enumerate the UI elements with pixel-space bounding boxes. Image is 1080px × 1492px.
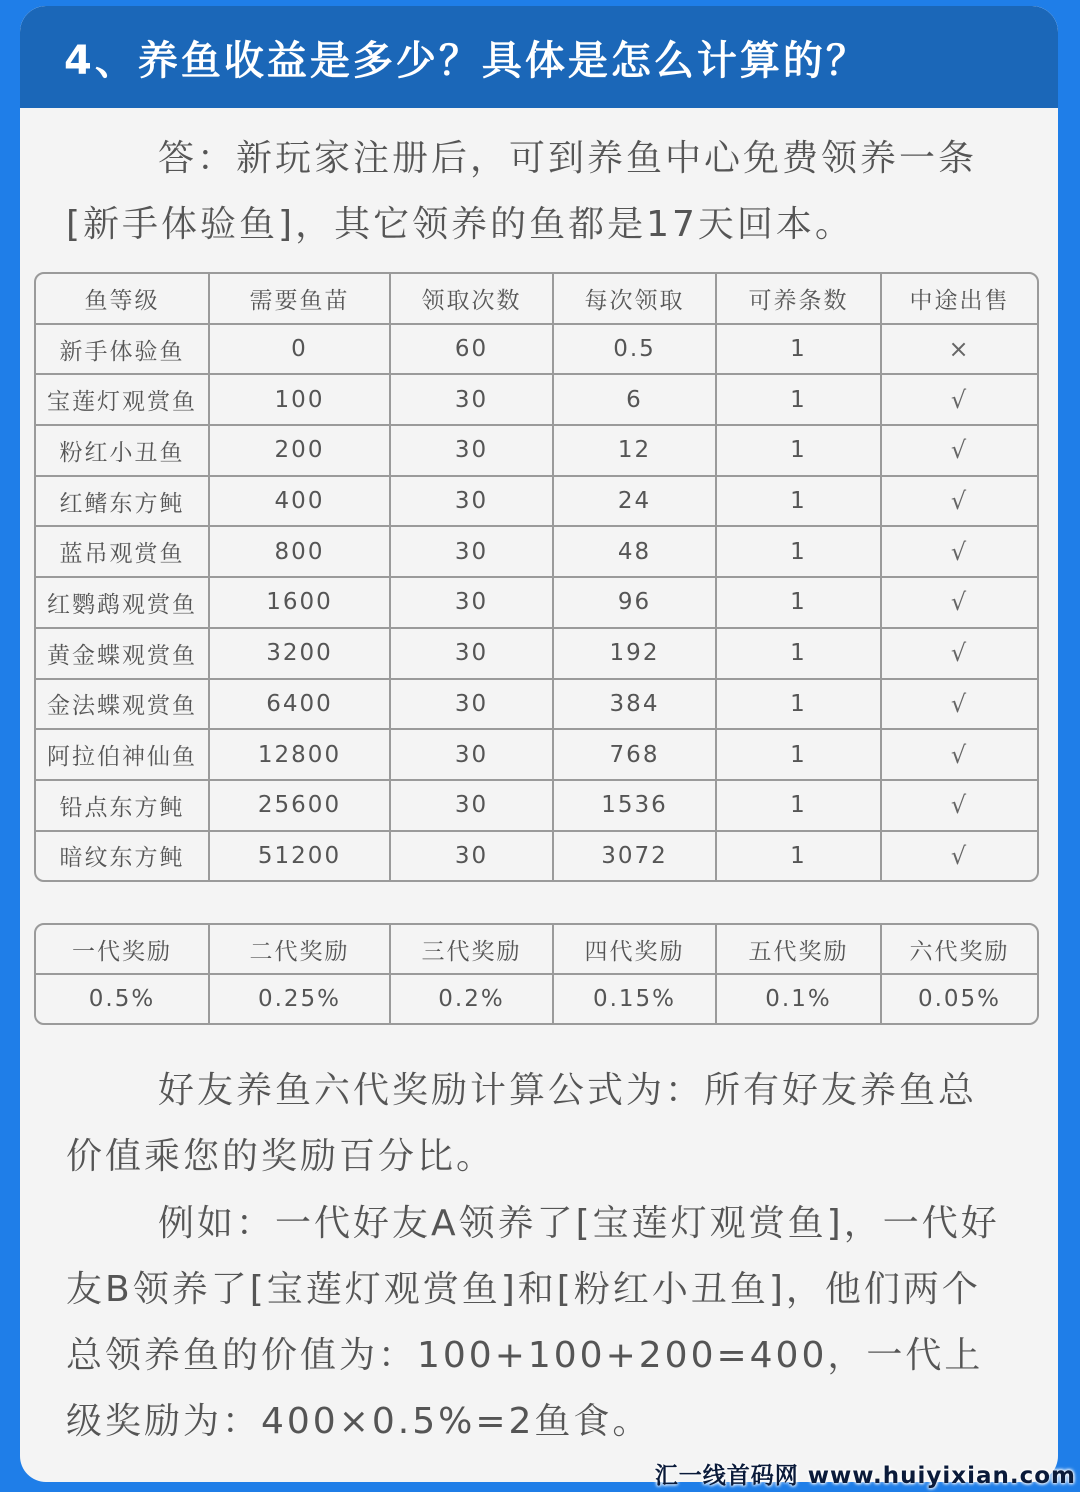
table-cell: 30 bbox=[391, 426, 554, 477]
table-cell: 30 bbox=[391, 832, 554, 881]
table-cell: 1 bbox=[717, 477, 882, 528]
table-cell: 800 bbox=[210, 527, 391, 578]
intro-paragraph: 答：新玩家注册后，可到养鱼中心免费领养一条[新手体验鱼]，其它领养的鱼都是17天回本。 bbox=[66, 138, 978, 245]
fish-name-cell: 阿拉伯神仙鱼 bbox=[36, 730, 210, 781]
fish-name-cell: 红鳍东方鲀 bbox=[36, 477, 210, 528]
table-row bbox=[36, 325, 1037, 376]
header-cell: 每次领取 bbox=[554, 274, 717, 325]
table-cell: 0.5 bbox=[554, 325, 717, 376]
sellable-mark-cell: √ bbox=[882, 629, 1037, 680]
table-row bbox=[36, 527, 1037, 578]
table-row bbox=[36, 426, 1037, 477]
header-cell: 中途出售 bbox=[882, 274, 1037, 325]
sellable-mark-cell: √ bbox=[882, 578, 1037, 629]
table-cell: 1 bbox=[717, 325, 882, 376]
table-cell: 1 bbox=[717, 730, 882, 781]
sellable-mark-cell: √ bbox=[882, 730, 1037, 781]
fish-name-cell: 粉红小丑鱼 bbox=[36, 426, 210, 477]
table-cell: 0 bbox=[210, 325, 391, 376]
reward-header-cell: 六代奖励 bbox=[882, 925, 1037, 975]
fish-name-cell: 蓝吊观赏鱼 bbox=[36, 527, 210, 578]
table-cell: 96 bbox=[554, 578, 717, 629]
reward-header-row bbox=[36, 925, 1037, 975]
table-row bbox=[36, 578, 1037, 629]
table-row bbox=[36, 730, 1037, 781]
reward-header-cell: 四代奖励 bbox=[554, 925, 717, 975]
table-cell: 1600 bbox=[210, 578, 391, 629]
table-cell: 1 bbox=[717, 375, 882, 426]
table-cell: 30 bbox=[391, 730, 554, 781]
sellable-mark-cell: √ bbox=[882, 375, 1037, 426]
header-cell: 可养条数 bbox=[717, 274, 882, 325]
header-cell: 领取次数 bbox=[391, 274, 554, 325]
table-cell: 1536 bbox=[554, 781, 717, 832]
header-cell: 鱼等级 bbox=[36, 274, 210, 325]
sellable-mark-cell: √ bbox=[882, 426, 1037, 477]
sellable-mark-cell: √ bbox=[882, 477, 1037, 528]
sellable-mark-cell: √ bbox=[882, 680, 1037, 731]
header-cell: 需要鱼苗 bbox=[210, 274, 391, 325]
table-cell: 30 bbox=[391, 527, 554, 578]
table-cell: 6400 bbox=[210, 680, 391, 731]
table-cell: 30 bbox=[391, 680, 554, 731]
table-row bbox=[36, 680, 1037, 731]
table-cell: 30 bbox=[391, 477, 554, 528]
table-cell: 384 bbox=[554, 680, 717, 731]
table-row bbox=[36, 375, 1037, 426]
reward-value-cell: 0.15% bbox=[554, 975, 717, 1023]
example-paragraph: 例如：一代好友A领养了[宝莲灯观赏鱼]，一代好友B领养了[宝莲灯观赏鱼]和[粉红小丑鱼]，他们两个总领养鱼的价值为：100+100+200=400，一代上级奖励为：400×0.5%=2鱼食。 bbox=[66, 1203, 1000, 1442]
table-cell: 6 bbox=[554, 375, 717, 426]
generation-reward-table bbox=[34, 923, 1039, 1025]
reward-header-cell: 五代奖励 bbox=[717, 925, 882, 975]
table-cell: 1 bbox=[717, 680, 882, 731]
table-cell: 25600 bbox=[210, 781, 391, 832]
reward-value-cell: 0.1% bbox=[717, 975, 882, 1023]
table-cell: 3072 bbox=[554, 832, 717, 881]
reward-value-row bbox=[36, 975, 1037, 1023]
table-cell: 30 bbox=[391, 781, 554, 832]
table-header-row bbox=[36, 274, 1037, 325]
site-watermark: 汇一线首码网 www.huiyixian.com bbox=[654, 1463, 1076, 1489]
fish-name-cell: 铅点东方鲀 bbox=[36, 781, 210, 832]
content-card bbox=[20, 6, 1058, 1482]
reward-header-cell: 二代奖励 bbox=[210, 925, 391, 975]
fish-name-cell: 黄金蝶观赏鱼 bbox=[36, 629, 210, 680]
table-cell: 30 bbox=[391, 578, 554, 629]
table-cell: 100 bbox=[210, 375, 391, 426]
table-cell: 768 bbox=[554, 730, 717, 781]
fish-name-cell: 金法蝶观赏鱼 bbox=[36, 680, 210, 731]
table-cell: 30 bbox=[391, 629, 554, 680]
table-row bbox=[36, 477, 1037, 528]
table-cell: 1 bbox=[717, 527, 882, 578]
sellable-mark-cell: √ bbox=[950, 841, 969, 870]
reward-value-cell: 0.05% bbox=[917, 986, 1002, 1012]
table-cell: 48 bbox=[554, 527, 717, 578]
reward-value-cell: 0.25% bbox=[210, 975, 391, 1023]
table-cell: 30 bbox=[391, 375, 554, 426]
table-cell: 1 bbox=[717, 578, 882, 629]
table-cell: 192 bbox=[554, 629, 717, 680]
fish-level-table bbox=[34, 272, 1039, 882]
table-row bbox=[36, 781, 1037, 832]
reward-value-cell: 0.5% bbox=[36, 975, 210, 1023]
table-row bbox=[36, 832, 1037, 881]
section-header bbox=[20, 6, 1058, 108]
fish-name-cell: 暗纹东方鲀 bbox=[36, 832, 210, 881]
sellable-mark-cell: √ bbox=[882, 527, 1037, 578]
formula-paragraph: 好友养鱼六代奖励计算公式为：所有好友养鱼总价值乘您的奖励百分比。 bbox=[66, 1070, 978, 1177]
fish-name-cell: 宝莲灯观赏鱼 bbox=[36, 375, 210, 426]
sellable-mark-cell: × bbox=[882, 325, 1037, 376]
section-title: 4、养鱼收益是多少？具体是怎么计算的？ bbox=[64, 37, 869, 84]
table-row bbox=[36, 629, 1037, 680]
table-cell: 12 bbox=[554, 426, 717, 477]
reward-header-cell: 三代奖励 bbox=[391, 925, 554, 975]
table-cell: 200 bbox=[210, 426, 391, 477]
table-cell: 1 bbox=[717, 426, 882, 477]
table-cell: 51200 bbox=[210, 832, 391, 881]
reward-value-cell: 0.2% bbox=[391, 975, 554, 1023]
reward-header-cell: 一代奖励 bbox=[36, 925, 210, 975]
table-cell: 400 bbox=[210, 477, 391, 528]
table-cell: 1 bbox=[717, 781, 882, 832]
table-cell: 24 bbox=[554, 477, 717, 528]
table-cell: 1 bbox=[717, 629, 882, 680]
table-cell: 12800 bbox=[210, 730, 391, 781]
fish-name-cell: 新手体验鱼 bbox=[36, 325, 210, 376]
table-cell: 60 bbox=[391, 325, 554, 376]
table-cell: 1 bbox=[717, 832, 882, 881]
sellable-mark-cell: √ bbox=[882, 781, 1037, 832]
table-cell: 3200 bbox=[210, 629, 391, 680]
fish-name-cell: 红鹦鹉观赏鱼 bbox=[36, 578, 210, 629]
